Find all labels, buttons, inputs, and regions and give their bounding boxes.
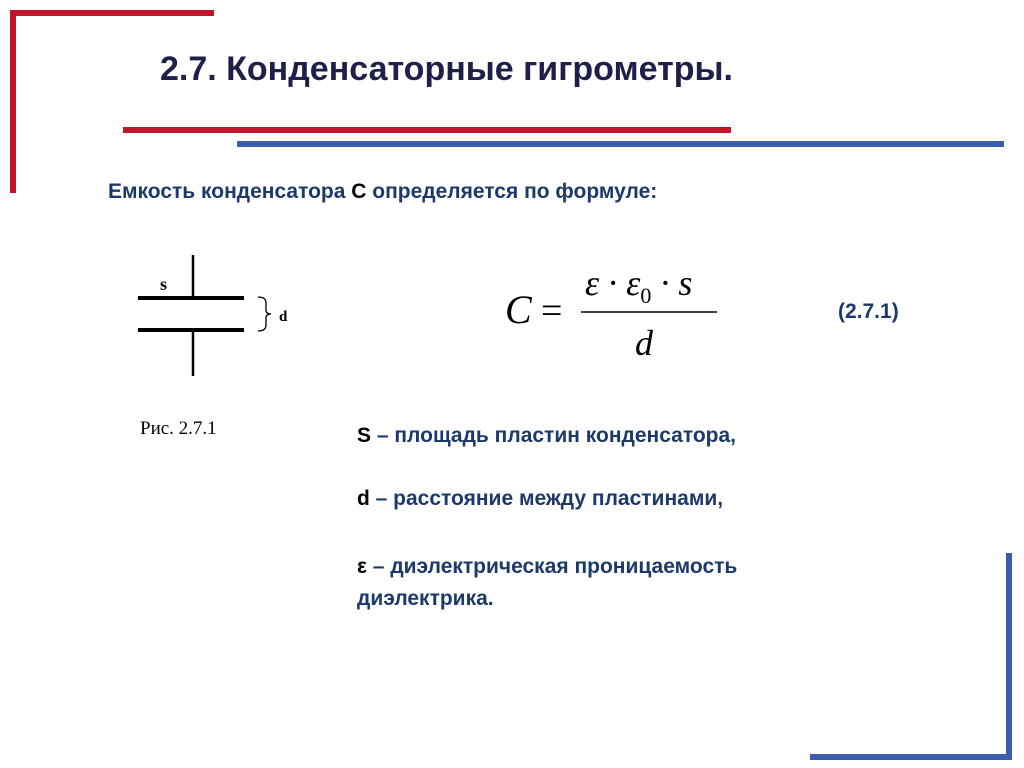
definition-text: – диэлектрическая проницаемость диэлектрика. [357,555,738,610]
intro-before: Емкость конденсатора [108,180,352,203]
definition-symbol: S [357,424,372,447]
bottom-right-vertical-blue-bar [1006,553,1012,760]
definition-text: – площадь пластин конденсатора, [371,424,736,447]
top-left-vertical-red-bar [10,10,16,193]
gap-brace [258,297,271,331]
numerator-main: ε · ε [585,263,641,303]
formula-equals: = [541,290,563,332]
formula-denominator: d [635,323,653,363]
slide-title: 2.7. Конденсаторные гигрометры. [160,50,733,88]
intro-after: определяется по формуле: [366,180,658,203]
title-underline-blue [237,141,1004,147]
definition-d [357,483,723,515]
title-underline-red [123,127,731,133]
capacitance-formula [495,250,735,370]
bottom-right-horizontal-blue-bar [810,754,1012,760]
numerator-tail: · s [651,263,693,303]
numerator-subscript: 0 [640,283,652,308]
definition-s [357,420,736,452]
equation-number: (2.7.1) [838,300,899,323]
capacitor-diagram [120,245,320,385]
formula-numerator [585,263,692,308]
intro-text [108,180,657,204]
intro-variable: С [351,180,367,203]
formula-lhs: C [505,287,532,332]
definition-epsilon [357,551,877,615]
definition-text: – расстояние между пластинами, [369,487,724,510]
definition-symbol: d [357,487,370,510]
label-d: d [279,309,288,325]
definition-symbol: ε [357,555,367,578]
top-left-horizontal-red-bar [10,10,214,16]
label-s: s [160,274,168,294]
figure-caption: Рис. 2.7.1 [140,418,217,439]
